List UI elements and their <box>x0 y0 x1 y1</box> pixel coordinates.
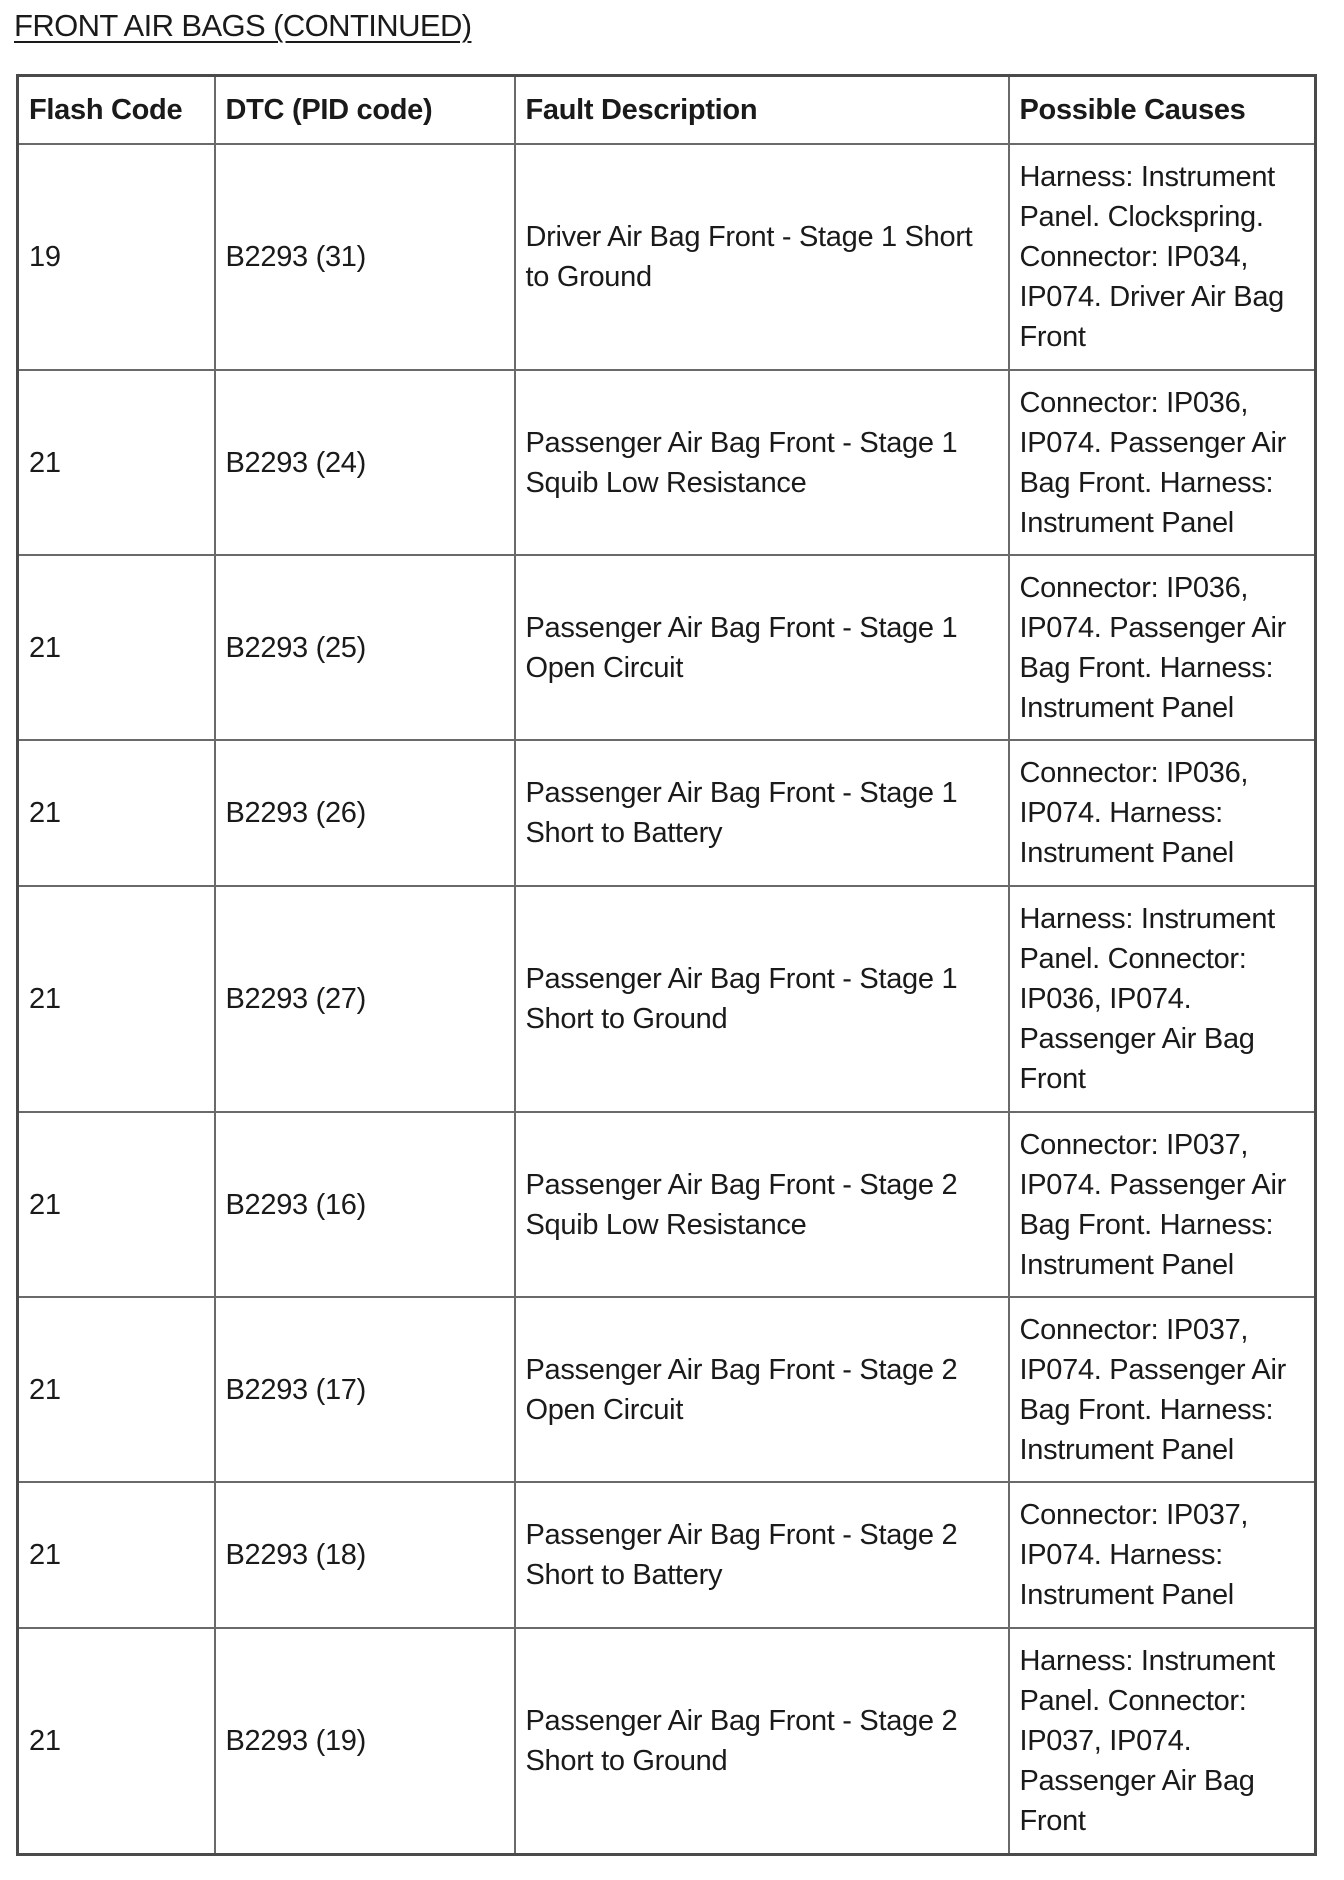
table-row <box>18 1112 1316 1297</box>
table-row <box>18 1628 1316 1854</box>
flash-code-cell: 21 <box>18 886 215 1112</box>
fault-description-cell: Passenger Air Bag Front - Stage 1 Open Circuit <box>515 555 1009 740</box>
table-row <box>18 1297 1316 1482</box>
possible-causes-cell: Connector: IP037, IP074. Passenger Air Bag Front. Harness: Instrument Panel <box>1009 1112 1316 1297</box>
dtc-cell: B2293 (17) <box>215 1297 515 1482</box>
table-header-row <box>18 76 1316 145</box>
fault-description-cell: Passenger Air Bag Front - Stage 1 Squib Low Resistance <box>515 370 1009 555</box>
possible-causes-cell: Connector: IP036, IP074. Passenger Air Bag Front. Harness: Instrument Panel <box>1009 370 1316 555</box>
table-row <box>18 370 1316 555</box>
dtc-cell: B2293 (25) <box>215 555 515 740</box>
header-dtc: DTC (PID code) <box>215 76 515 145</box>
possible-causes-cell: Connector: IP037, IP074. Passenger Air Bag Front. Harness: Instrument Panel <box>1009 1297 1316 1482</box>
dtc-cell: B2293 (24) <box>215 370 515 555</box>
possible-causes-cell: Connector: IP036, IP074. Harness: Instrument Panel <box>1009 740 1316 886</box>
fault-description-cell: Passenger Air Bag Front - Stage 2 Short to Ground <box>515 1628 1009 1854</box>
fault-code-table <box>16 74 1317 1856</box>
flash-code-cell: 19 <box>18 144 215 370</box>
flash-code-cell: 21 <box>18 1628 215 1854</box>
dtc-cell: B2293 (27) <box>215 886 515 1112</box>
fault-description-cell: Passenger Air Bag Front - Stage 2 Squib Low Resistance <box>515 1112 1009 1297</box>
fault-description-cell: Passenger Air Bag Front - Stage 2 Open Circuit <box>515 1297 1009 1482</box>
section-title: FRONT AIR BAGS (CONTINUED) <box>14 8 472 43</box>
dtc-cell: B2293 (26) <box>215 740 515 886</box>
table-row <box>18 144 1316 370</box>
flash-code-cell: 21 <box>18 555 215 740</box>
table-row <box>18 555 1316 740</box>
flash-code-cell: 21 <box>18 1112 215 1297</box>
possible-causes-cell: Connector: IP036, IP074. Passenger Air Bag Front. Harness: Instrument Panel <box>1009 555 1316 740</box>
header-possible-causes: Possible Causes <box>1009 76 1316 145</box>
table-row <box>18 1482 1316 1628</box>
table-row <box>18 886 1316 1112</box>
fault-description-cell: Driver Air Bag Front - Stage 1 Short to Ground <box>515 144 1009 370</box>
flash-code-cell: 21 <box>18 740 215 886</box>
header-flash-code: Flash Code <box>18 76 215 145</box>
possible-causes-cell: Harness: Instrument Panel. Clockspring. Connector: IP034, IP074. Driver Air Bag Front <box>1009 144 1316 370</box>
dtc-cell: B2293 (31) <box>215 144 515 370</box>
dtc-cell: B2293 (18) <box>215 1482 515 1628</box>
header-fault-description: Fault Description <box>515 76 1009 145</box>
possible-causes-cell: Harness: Instrument Panel. Connector: IP037, IP074. Passenger Air Bag Front <box>1009 1628 1316 1854</box>
flash-code-cell: 21 <box>18 1297 215 1482</box>
fault-description-cell: Passenger Air Bag Front - Stage 2 Short to Battery <box>515 1482 1009 1628</box>
table-row <box>18 740 1316 886</box>
flash-code-cell: 21 <box>18 1482 215 1628</box>
fault-description-cell: Passenger Air Bag Front - Stage 1 Short to Ground <box>515 886 1009 1112</box>
flash-code-cell: 21 <box>18 370 215 555</box>
possible-causes-cell: Harness: Instrument Panel. Connector: IP036, IP074. Passenger Air Bag Front <box>1009 886 1316 1112</box>
fault-description-cell: Passenger Air Bag Front - Stage 1 Short to Battery <box>515 740 1009 886</box>
dtc-cell: B2293 (16) <box>215 1112 515 1297</box>
possible-causes-cell: Connector: IP037, IP074. Harness: Instrument Panel <box>1009 1482 1316 1628</box>
dtc-cell: B2293 (19) <box>215 1628 515 1854</box>
